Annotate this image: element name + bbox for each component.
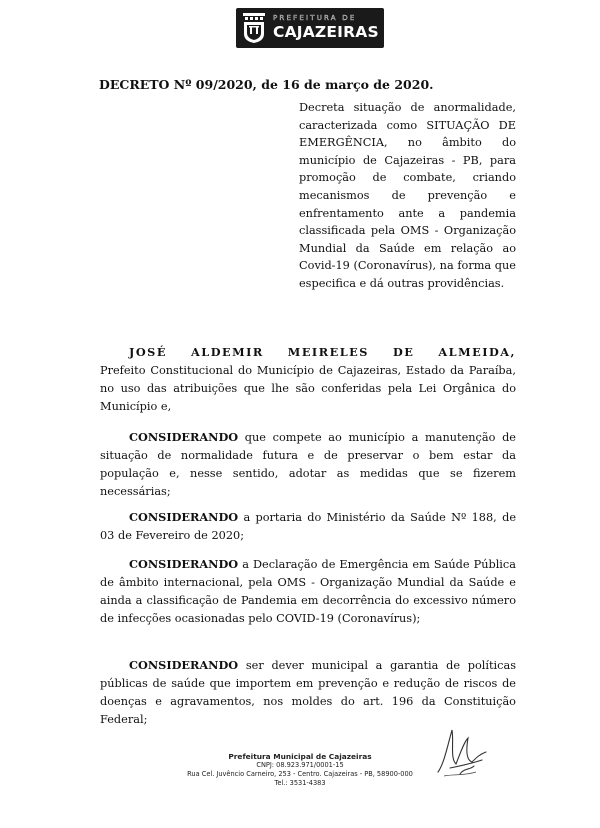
paragraph-mayor — [100, 343, 516, 416]
footer-address: Rua Cel. Juvêncio Carneiro, 253 - Centro. Cajazeiras - PB, 58900-000 — [187, 770, 413, 778]
paragraph-text: Prefeito Constitucional do Município de Cajazeiras, Estado da Paraíba, no uso das atribuições que lhe são conferidas pela Lei Orgânica do Município e, — [100, 364, 516, 413]
footer-institution: Prefeitura Municipal de Cajazeiras — [228, 752, 372, 761]
decree-title: DECRETO Nº 09/2020, de 16 de março de 2020. — [99, 77, 434, 92]
page-footer — [0, 752, 600, 788]
considerando-label: CONSIDERANDO — [129, 557, 239, 571]
paragraph-considerando-2 — [100, 508, 516, 545]
logo-city-name: CAJAZEIRAS — [273, 23, 379, 42]
footer-cnpj: CNPJ: 08.923.971/0001-15 — [256, 761, 344, 769]
paragraph-text: que compete ao município a manutenção de situação de normalidade futura e de preservar o bem estar da população e, nesse sentido, adotar as medidas que se fizerem necessárias; — [100, 431, 516, 498]
paragraph-considerando-4 — [100, 656, 516, 729]
city-crest-icon — [241, 12, 267, 44]
prefeitura-logo — [236, 8, 384, 48]
footer-phone: Tel.: 3531-4383 — [274, 779, 326, 787]
considerando-label: CONSIDERANDO — [129, 430, 239, 444]
mayor-name: JOSÉ ALDEMIR MEIRELES DE ALMEIDA, — [129, 345, 516, 359]
paragraph-considerando-3 — [100, 555, 516, 628]
paragraph-considerando-1 — [100, 428, 516, 501]
paragraph-text: a portaria do Ministério da Saúde Nº 188, de 03 de Fevereiro de 2020; — [100, 511, 517, 542]
decree-summary: Decreta situação de anormalidade, caracterizada como SITUAÇÃO DE EMERGÊNCIA, no âmbito do município de Cajazeiras - PB, para promoção de combate, criando mecanismos de prevenção e enfrentamento ante a pandemia classificada pela OMS - Organização Mundial da Saúde em relação ao Covid-19 (Coronavírus), na forma que especifica e dá outras providências. — [299, 101, 516, 290]
logo-small-text: PREFEITURA DE — [273, 14, 357, 23]
paragraph-text: ser dever municipal a garantia de políticas públicas de saúde que importem em prevenção e redução de riscos de doenças e agravamentos, nos moldes do art. 196 da Constituição Federal; — [100, 659, 516, 726]
paragraph-text: a Declaração de Emergência em Saúde Pública de âmbito internacional, pela OMS - Organização Mundial da Saúde e ainda a classificação de Pandemia em decorrência do excessivo número de infecções ocasionadas pelo COVID-19 (Coronavírus); — [100, 558, 516, 625]
considerando-label: CONSIDERANDO — [129, 658, 239, 672]
considerando-label: CONSIDERANDO — [129, 510, 239, 524]
